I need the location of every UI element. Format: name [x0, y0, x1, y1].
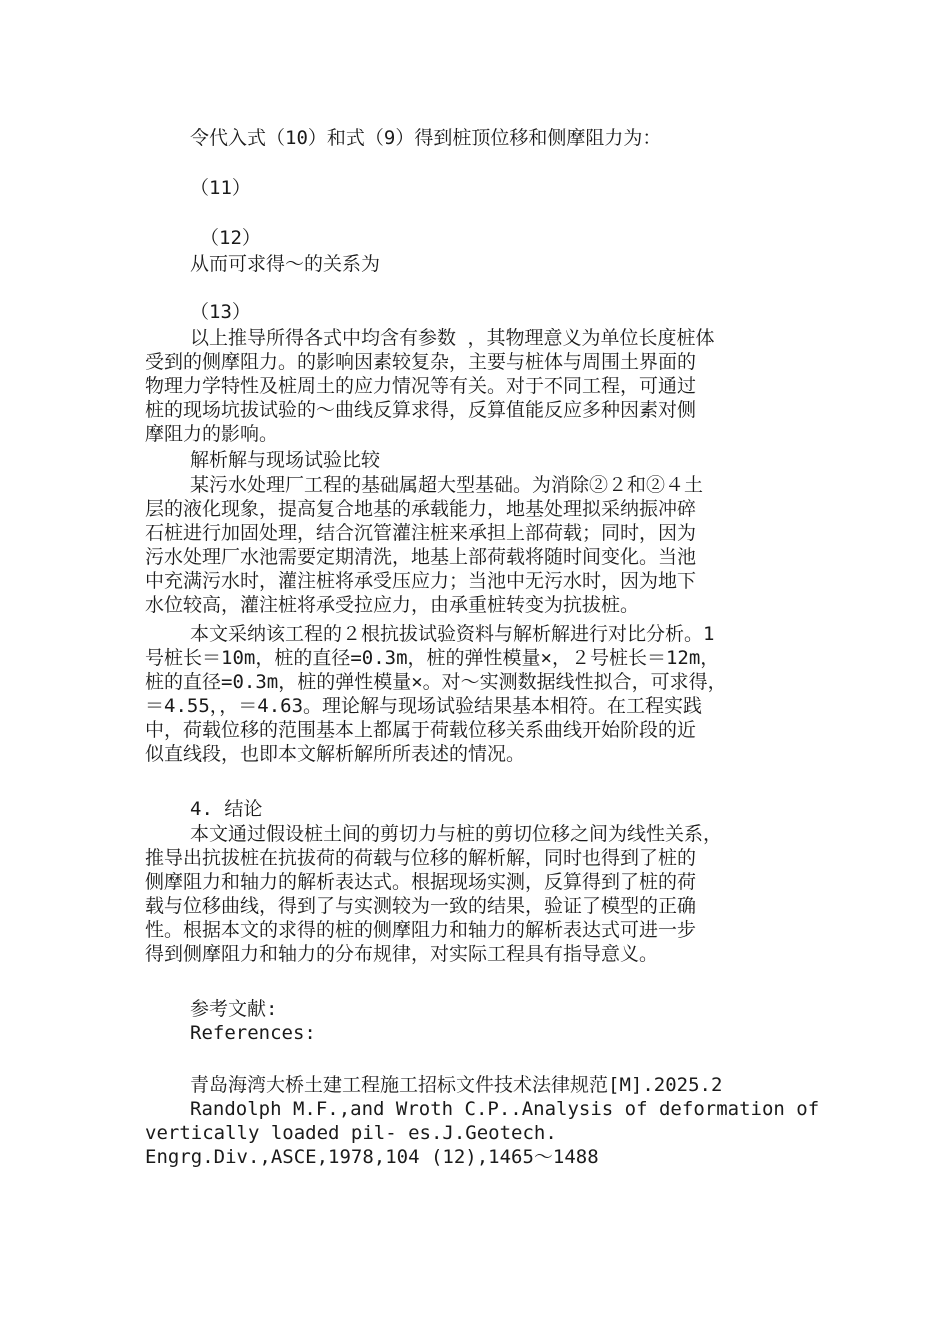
reference-entry: 青岛海湾大桥土建工程施工招标文件技术法律规范[M].2025.2 [190, 1074, 723, 1096]
reference-entry: vertically loaded pil- es.J.Geotech. [145, 1122, 557, 1144]
reference-entry: Randolph M.F.,and Wroth C.P..Analysis of deformation of [190, 1098, 820, 1120]
text-line: 载与位移曲线，得到了与实测较为一致的结果，验证了模型的正确 [145, 895, 697, 917]
section-heading: 解析解与现场试验比较 [190, 449, 381, 471]
text-line: 水位较高，灌注桩将承受拉应力，由承重桩转变为抗拔桩。 [145, 594, 640, 616]
text-line: 中充满污水时，灌注桩将承受压应力；当池中无污水时，因为地下 [145, 570, 697, 592]
equation-number: （12） [200, 227, 261, 249]
equation-number: （11） [190, 177, 251, 199]
text-line: 本文通过假设桩土间的剪切力与桩的剪切位移之间为线性关系， [190, 823, 723, 845]
references-heading-en: References: [190, 1022, 316, 1044]
reference-entry: Engrg.Div.,ASCE,1978,104 (12),1465～1488 [145, 1146, 599, 1168]
text-line: 摩阻力的影响。 [145, 423, 279, 445]
text-line: 桩的现场坑拔试验的～曲线反算求得，反算值能反应多种因素对侧 [145, 399, 697, 421]
text-line: 性。根据本文的求得的桩的侧摩阻力和轴力的解析表达式可进一步 [145, 919, 697, 941]
text-line: 桩的直径=0.3m，桩的弹性模量×。对～实测数据线性拟合，可求得， [145, 671, 727, 693]
text-line: 石桩进行加固处理，结合沉管灌注桩来承担上部荷载；同时，因为 [145, 522, 697, 544]
text-line: 层的液化现象，提高复合地基的承载能力，地基处理拟采纳振冲碎 [145, 498, 697, 520]
section-heading: 4. 结论 [190, 798, 263, 820]
text-line: 侧摩阻力和轴力的解析表达式。根据现场实测，反算得到了桩的荷 [145, 871, 697, 893]
equation-number: （13） [190, 301, 251, 323]
text-line: ＝4.55，，＝4.63。理论解与现场试验结果基本相符。在工程实践 [145, 695, 703, 717]
text-line: 号桩长＝10m，桩的直径=0.3m，桩的弹性模量×，２号桩长＝12m， [145, 647, 720, 669]
text-line: 以上推导所得各式中均含有参数 ，其物理意义为单位长度桩体 [190, 327, 715, 349]
text-line: 从而可求得～的关系为 [190, 253, 381, 275]
text-line: 似直线段，也即本文解析解所所表述的情况。 [145, 743, 526, 765]
text-line: 中，荷载位移的范围基本上都属于荷载位移关系曲线开始阶段的近 [145, 719, 697, 741]
text-line: 推导出抗拔桩在抗拔荷的荷载与位移的解析解，同时也得到了桩的 [145, 847, 697, 869]
text-line: 令代入式（10）和式（9）得到桩顶位移和侧摩阻力为： [190, 127, 662, 149]
text-line: 某污水处理厂工程的基础属超大型基础。为消除②２和②４土 [190, 474, 704, 496]
text-line: 物理力学特性及桩周土的应力情况等有关。对于不同工程，可通过 [145, 375, 697, 397]
text-line: 污水处理厂水池需要定期清洗，地基上部荷载将随时间变化。当池 [145, 546, 697, 568]
text-line: 受到的侧摩阻力。的影响因素较复杂，主要与桩体与周围土界面的 [145, 351, 697, 373]
text-line: 得到侧摩阻力和轴力的分布规律，对实际工程具有指导意义。 [145, 943, 659, 965]
references-heading: 参考文献: [190, 998, 278, 1020]
text-line: 本文采纳该工程的２根抗拔试验资料与解析解进行对比分析。1 [190, 623, 715, 645]
